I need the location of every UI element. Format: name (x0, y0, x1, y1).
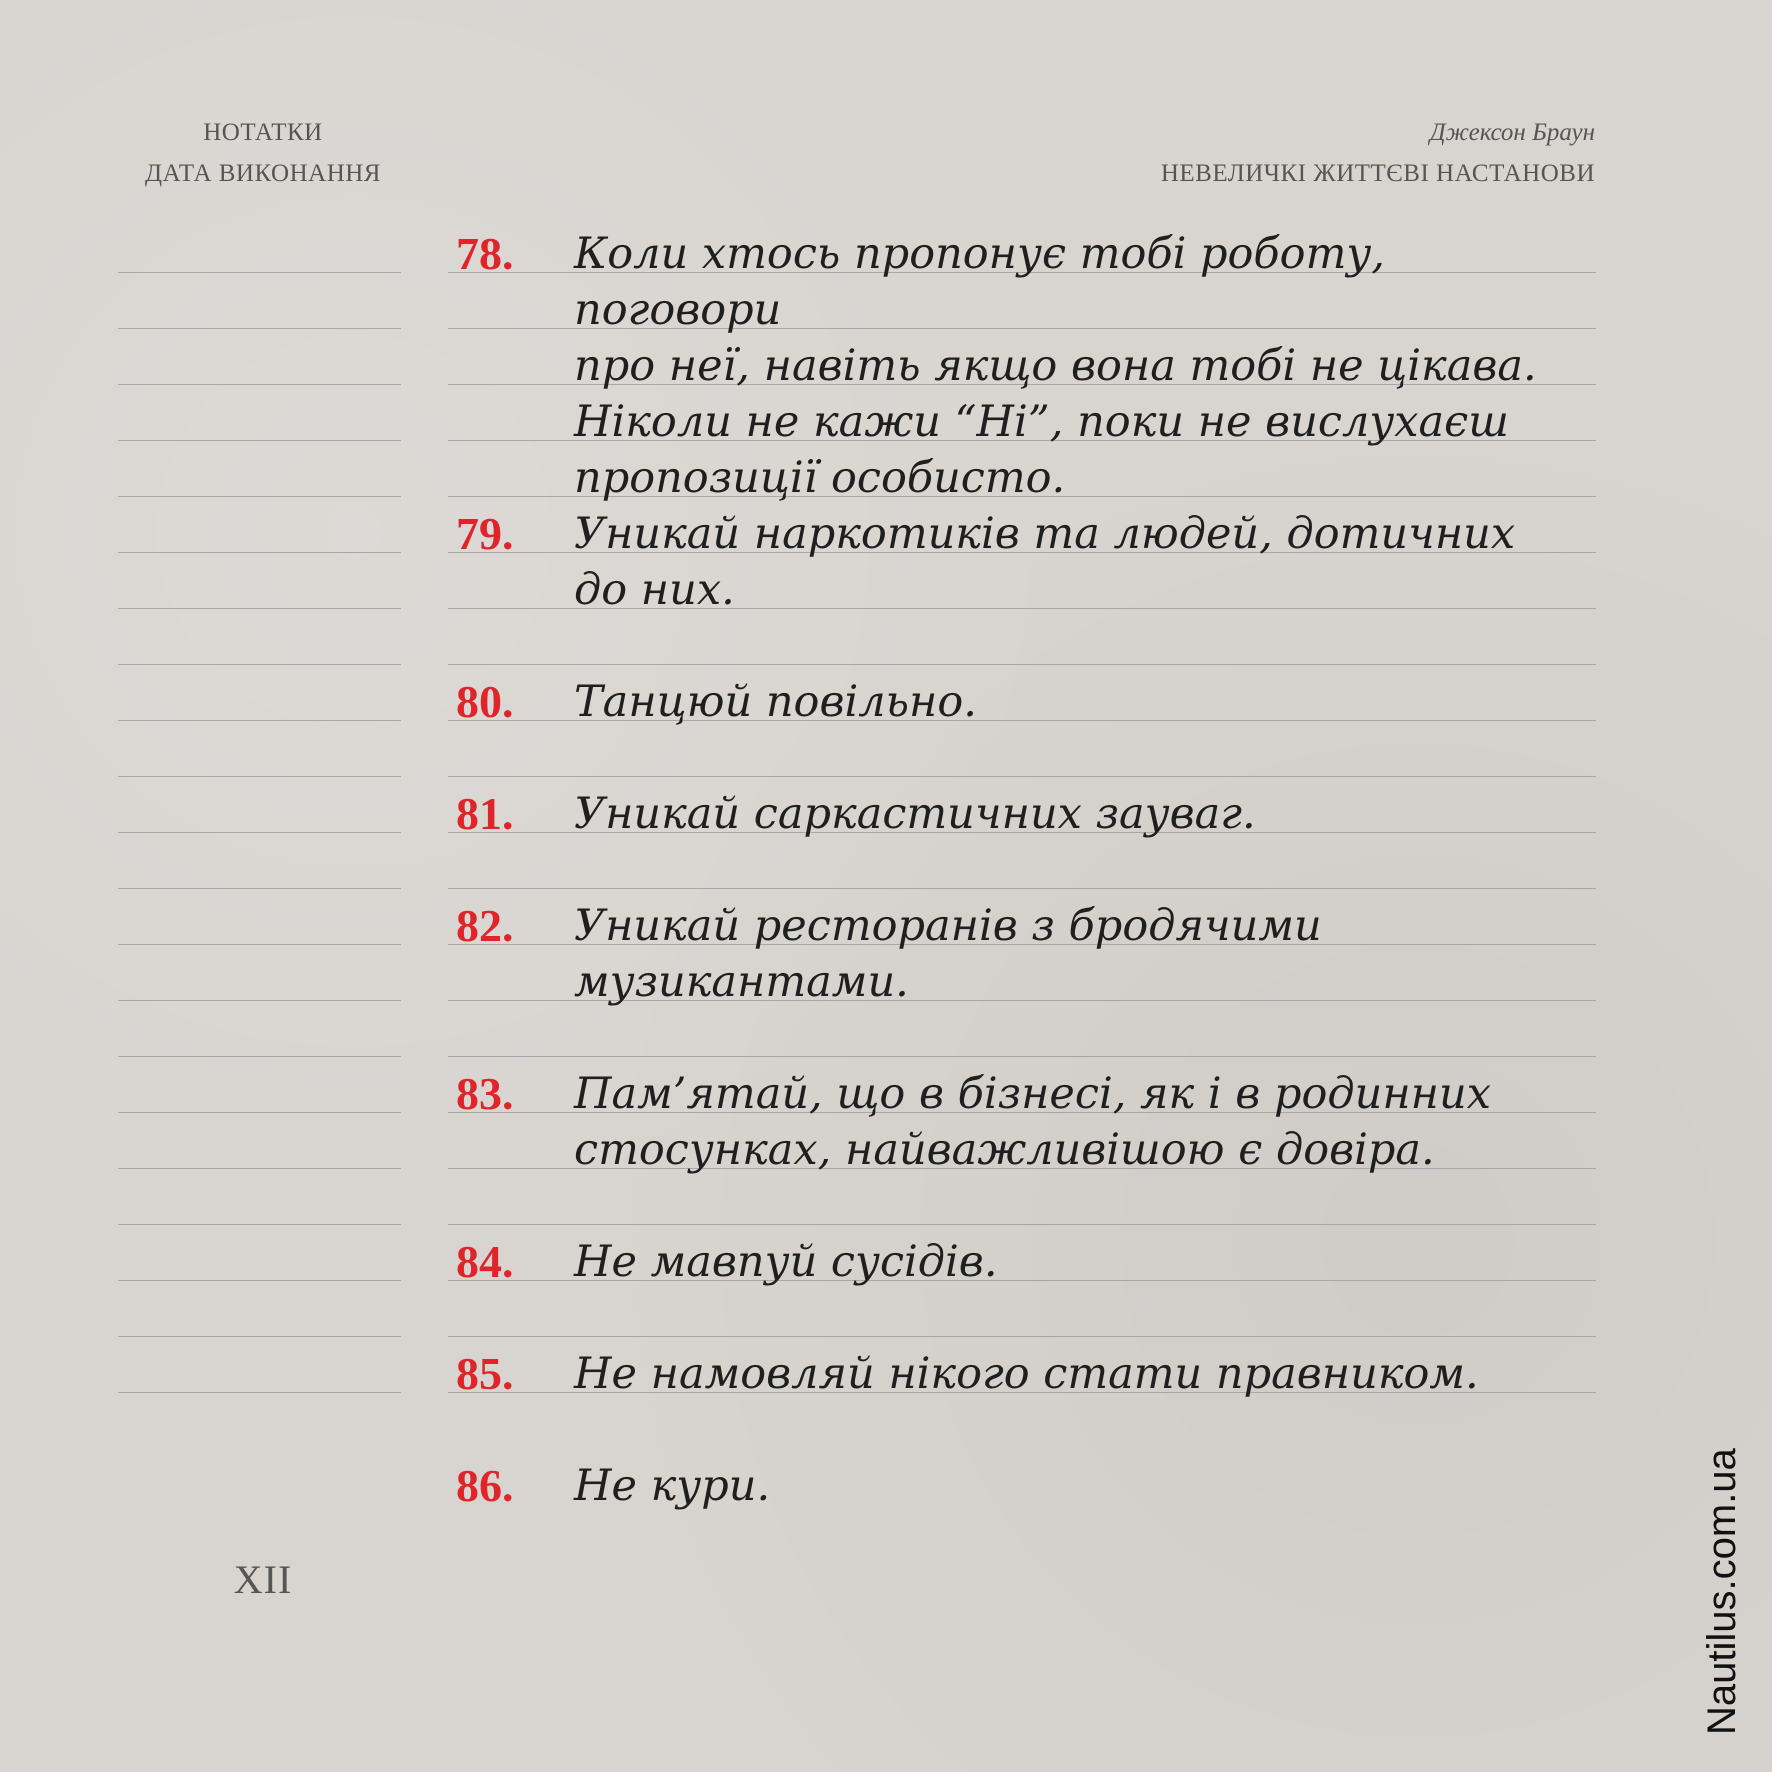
item-text: Коли хтось пропонує тобі роботу, поговори про неї, навіть якщо вона тобі не цікава. Ніколи не кажи “Ні”, поки не вислухаєш пропозиції особисто. (574, 229, 1537, 503)
ruled-line (118, 944, 401, 945)
ruled-line (118, 1336, 401, 1337)
ruled-line (118, 1224, 401, 1225)
ruled-line (118, 776, 401, 777)
ruled-line (118, 832, 401, 833)
ruled-line (118, 384, 401, 385)
ruled-line (118, 440, 401, 441)
item-number: 79. (456, 508, 514, 559)
ruled-line (118, 1168, 401, 1169)
item-number: 84. (456, 1236, 514, 1287)
item-text: Уникай саркастичних зауваг. (574, 789, 1256, 839)
ruled-line (118, 272, 401, 273)
item-text: Не намовляй нікого стати правником. (574, 1349, 1479, 1399)
notes-header (118, 112, 408, 194)
page-number: XII (233, 1557, 293, 1602)
ruled-line (448, 1224, 1596, 1225)
ruled-line (448, 1056, 1596, 1057)
item-text: Не кури. (574, 1461, 771, 1511)
ruled-line (118, 328, 401, 329)
ruled-line (118, 552, 401, 553)
ruled-line (118, 1280, 401, 1281)
item-number: 86. (456, 1460, 514, 1511)
ruled-line (118, 1392, 401, 1393)
ruled-line (118, 720, 401, 721)
ruled-line (118, 496, 401, 497)
item-text: Пам’ятай, що в бізнесі, як і в родинних стосунках, найважливішою є довіра. (574, 1069, 1491, 1175)
ruled-line (118, 1112, 401, 1113)
item-number: 83. (456, 1068, 514, 1119)
watermark-text: Nautilus.com.ua (1700, 1448, 1744, 1735)
item-number: 78. (456, 228, 514, 279)
item-text: Танцюй повільно. (574, 677, 977, 727)
item-text: Не мавпуй сусідів. (574, 1237, 998, 1287)
date-done-label: ДАТА ВИКОНАННЯ (145, 160, 381, 187)
ruled-line (118, 888, 401, 889)
ruled-line (118, 664, 401, 665)
ruled-line (118, 1000, 401, 1001)
item-text: Уникай ресторанів з бродячими музикантами. (574, 901, 1322, 1007)
author-name: Джексон Браун (1429, 119, 1595, 146)
notes-label: НОТАТКИ (203, 119, 323, 146)
ruled-line (448, 776, 1596, 777)
ruled-line (448, 664, 1596, 665)
ruled-line (448, 1336, 1596, 1337)
book-header (1161, 112, 1595, 194)
item-number: 81. (456, 788, 514, 839)
item-text: Уникай наркотиків та людей, дотичних до них. (574, 509, 1516, 615)
item-number: 85. (456, 1348, 514, 1399)
item-number: 80. (456, 676, 514, 727)
ruled-line (448, 888, 1596, 889)
book-title: НЕВЕЛИЧКІ ЖИТТЄВІ НАСТАНОВИ (1160, 160, 1595, 187)
ruled-line (118, 608, 401, 609)
item-number: 82. (456, 900, 514, 951)
ruled-line (118, 1056, 401, 1057)
